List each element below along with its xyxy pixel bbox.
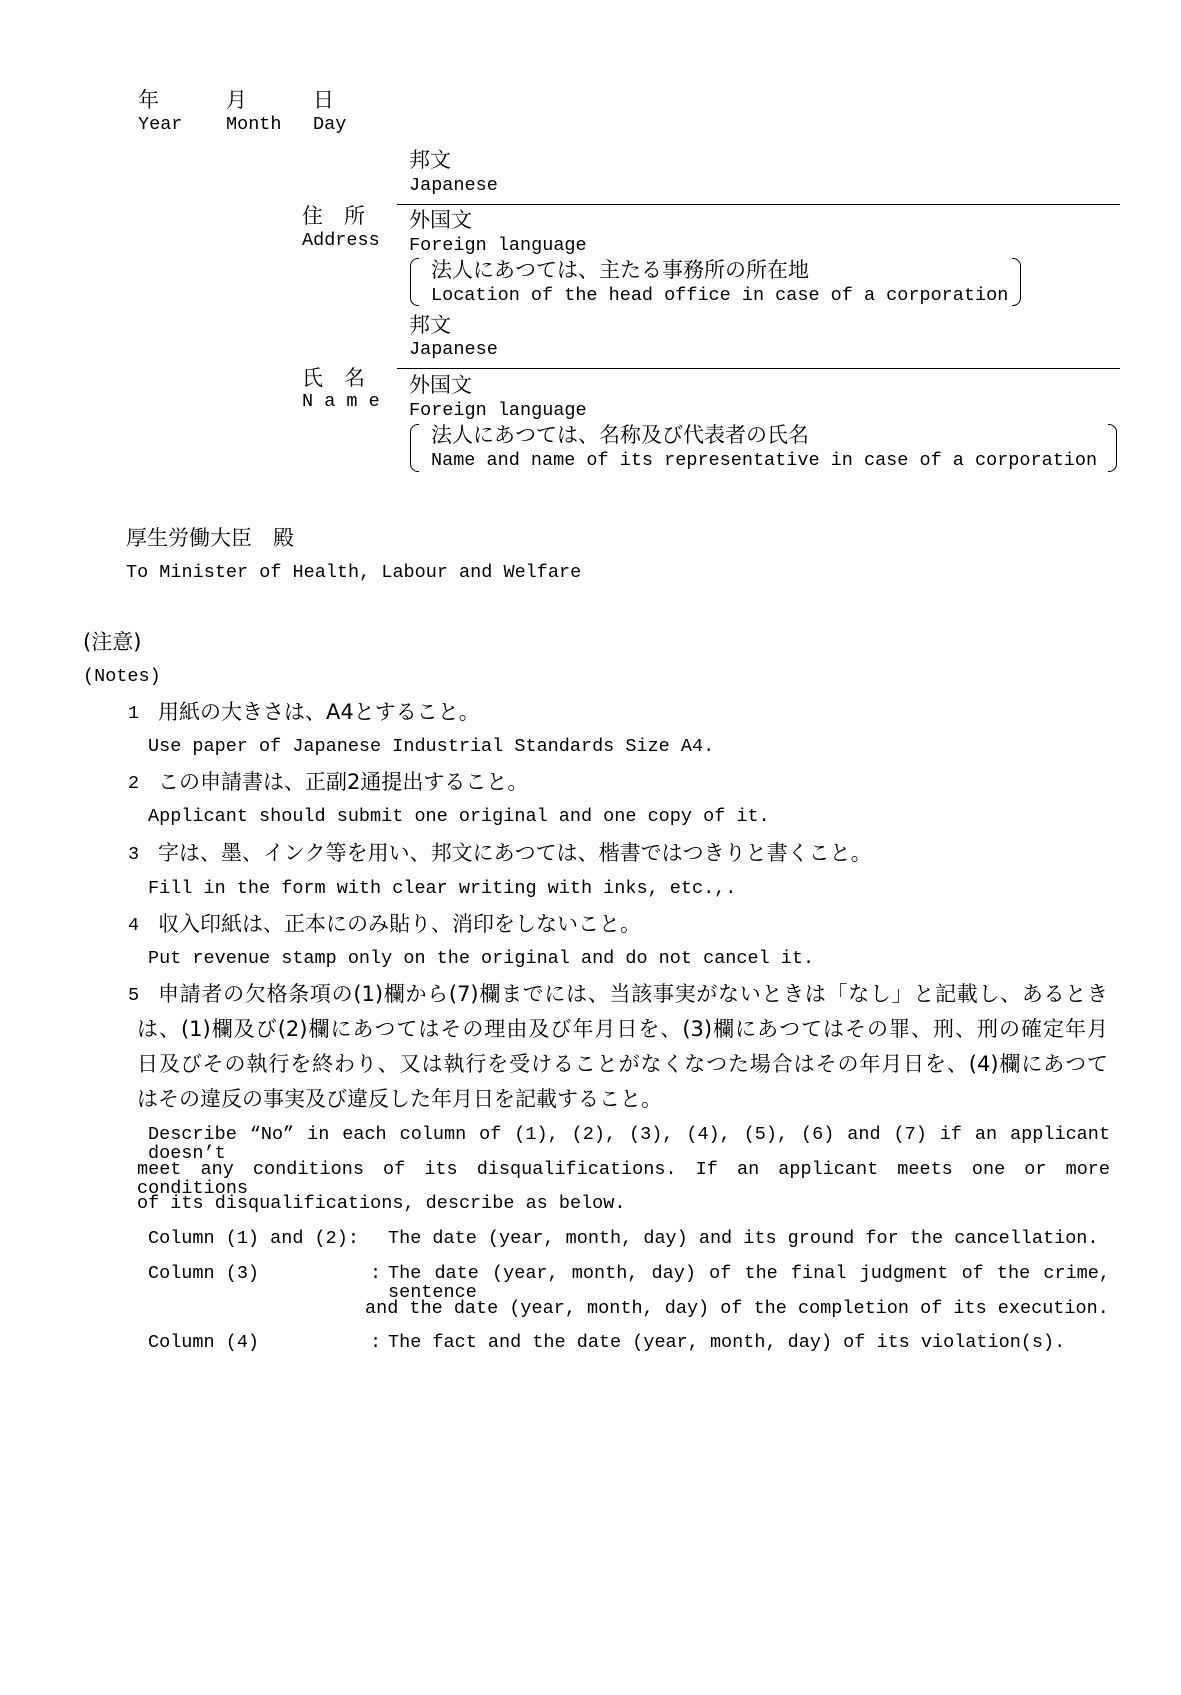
address-foreign-jp: 外国文 bbox=[409, 208, 472, 232]
note-number: 4 bbox=[128, 915, 140, 936]
note-text-jp: はその違反の事実及び違反した年月日を記載すること。 bbox=[137, 1087, 662, 1111]
day-label: Day bbox=[313, 114, 347, 135]
left-bracket bbox=[410, 258, 419, 306]
day-label-jp: 日 bbox=[313, 88, 334, 112]
note-text-jp: は、(1)欄及び(2)欄にあつてはその理由及び年月日を、(3)欄にあつてはその罪、刑、刑の確定年月 bbox=[137, 1017, 1108, 1041]
name-japanese: Japanese bbox=[409, 339, 498, 360]
address-label-jp: 住 所 bbox=[302, 204, 365, 228]
column-text: The date (year, month, day) of the final judgment of the crime, sentence bbox=[388, 1263, 1110, 1303]
addressee-jp: 厚生労働大臣 殿 bbox=[126, 526, 294, 550]
year-label: Year bbox=[138, 114, 183, 135]
note-text-jp: 日及びその執行を終わり、又は執行を受けることがなくなつた場合はその年月日を、(4)欄にあつて bbox=[137, 1052, 1108, 1076]
name-foreign-jp: 外国文 bbox=[409, 373, 472, 397]
column-label: Column (3) : bbox=[148, 1263, 382, 1284]
note-number: 3 bbox=[128, 844, 140, 865]
note-number: 2 bbox=[128, 773, 140, 794]
notes-heading: (Notes) bbox=[83, 666, 161, 687]
addressee: To Minister of Health, Labour and Welfare bbox=[126, 562, 582, 583]
address-foreign: Foreign language bbox=[409, 235, 587, 256]
column-label: Column (4) : bbox=[148, 1332, 382, 1353]
note-number: 5 bbox=[128, 985, 140, 1006]
name-label-jp: 氏 名 bbox=[302, 366, 365, 390]
address-note: Location of the head office in case of a corporation bbox=[431, 285, 1009, 306]
note-number: 1 bbox=[128, 703, 140, 724]
column-text: The date (year, month, day) and its ground for the cancellation. bbox=[388, 1228, 1099, 1249]
note-text-jp: 用紙の大きさは、A4とすること。 bbox=[158, 700, 480, 724]
note-text-jp: 字は、墨、インク等を用い、邦文にあつては、楷書ではつきりと書くこと。 bbox=[158, 841, 872, 865]
note-text: Put revenue stamp only on the original and do not cancel it. bbox=[148, 948, 815, 969]
left-bracket bbox=[410, 424, 419, 472]
address-note-jp: 法人にあつては、主たる事務所の所在地 bbox=[431, 258, 809, 282]
year-label-jp: 年 bbox=[138, 88, 159, 112]
name-note: Name and name of its representative in case of a corporation bbox=[431, 450, 1098, 471]
month-label: Month bbox=[226, 114, 282, 135]
note-text: of its disqualifications, describe as below. bbox=[137, 1193, 626, 1214]
note-text: Applicant should submit one original and one copy of it. bbox=[148, 806, 770, 827]
month-label-jp: 月 bbox=[226, 88, 247, 112]
note-text: Fill in the form with clear writing with inks, etc.,. bbox=[148, 878, 737, 899]
note-text-jp: 申請者の欠格条項の(1)欄から(7)欄までには、当該事実がないときは「なし」と記載し、あるとき bbox=[158, 982, 1108, 1006]
note-text-jp: この申請書は、正副2通提出すること。 bbox=[158, 770, 529, 794]
note-text-jp: 収入印紙は、正本にのみ貼り、消印をしないこと。 bbox=[158, 912, 641, 936]
name-foreign: Foreign language bbox=[409, 400, 587, 421]
name-divider bbox=[397, 368, 1120, 369]
address-divider bbox=[397, 204, 1120, 205]
name-japanese-jp: 邦文 bbox=[409, 313, 451, 337]
column-text: and the date (year, month, day) of the completion of its execution. bbox=[365, 1298, 1109, 1319]
right-bracket bbox=[1108, 424, 1117, 472]
column-label: Column (1) and (2): bbox=[148, 1228, 359, 1249]
note-text: Describe “No” in each column of (1), (2), (3), (4), (5), (6) and (7) if an applicant doesn’t bbox=[148, 1124, 1110, 1164]
name-note-jp: 法人にあつては、名称及び代表者の氏名 bbox=[431, 423, 809, 447]
column-text: The fact and the date (year, month, day) of its violation(s). bbox=[388, 1332, 1066, 1353]
address-japanese-jp: 邦文 bbox=[409, 148, 451, 172]
note-text: meet any conditions of its disqualifications. If an applicant meets one or more conditions bbox=[137, 1159, 1110, 1199]
notes-heading-jp: (注意) bbox=[83, 630, 142, 654]
address-japanese: Japanese bbox=[409, 175, 498, 196]
right-bracket bbox=[1012, 258, 1021, 306]
name-label: N a m e bbox=[302, 391, 380, 412]
address-label: Address bbox=[302, 230, 380, 251]
note-text: Use paper of Japanese Industrial Standards Size A4. bbox=[148, 736, 715, 757]
